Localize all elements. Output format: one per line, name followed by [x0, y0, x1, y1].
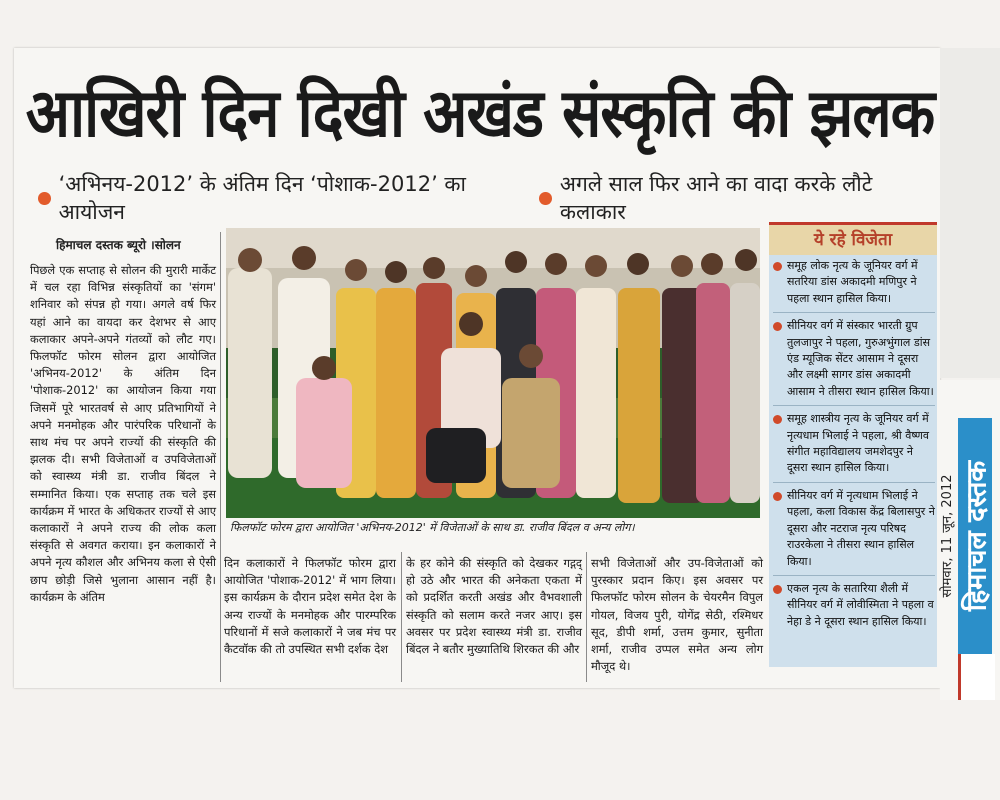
winners-list [773, 258, 935, 640]
column-divider [220, 232, 221, 682]
byline: हिमाचल दस्तक ब्यूरो ।सोलन [56, 238, 181, 252]
bullet-icon [773, 262, 782, 271]
bullet-icon [539, 192, 552, 205]
column-divider [586, 552, 587, 682]
subheadline-1: ‘अभिनय-2012’ के अंतिम दिन ‘पोशाक-2012’ का आयोजन [58, 172, 466, 224]
group-photo [226, 228, 760, 518]
masthead-date: सोमवार, 11 जून, 2012 [940, 474, 955, 598]
winners-title: ये रहे विजेता [769, 222, 937, 255]
masthead-footer-block [958, 654, 995, 700]
subheadline-2: अगले साल फिर आने का वादा करके लौटे कलाकार [559, 172, 873, 224]
winner-item: समूह लोक नृत्य के जूनियर वर्ग में सतरिया डांस अकादमी मणिपुर ने पहला स्थान हासिल किया। [773, 258, 935, 313]
winner-item: एकल नृत्य के सतारिया शैली में सीनियर वर्ग में लोवीस्मिता ने पहला व नेहा डे ने दूसरा स्थान हासिल किया। [773, 581, 935, 635]
winner-item: सीनियर वर्ग में नृत्यधाम भिलाई ने पहला, कला विकास केंद्र बिलासपुर ने दूसरा और नटराज नृत्य परिषद राउरकेला ने तीसरा स्थान हासिल किया। [773, 488, 935, 576]
photo-caption: फिलफॉट फोरम द्वारा आयोजित 'अभिनय-2012' में विजेताओं के साथ डा. राजीव बिंदल व अन्य लोग। [230, 521, 635, 534]
winner-item: समूह शास्त्रीय नृत्य के जूनियर वर्ग में नृत्यधाम भिलाई ने पहला, श्री वैष्णव संगीत महाविद्यालय जमशेदपुर ने दूसरा स्थान हासिल किया। [773, 411, 935, 483]
next-page-edge [940, 48, 1000, 378]
bullet-icon [773, 322, 782, 331]
article-column-3: के हर कोने की संस्कृति को देखकर गद्गद् हो उठे और भारत की अनेकता एकता में को प्रदर्शित करती अखंड और वैभवशाली संस्कृति को सलाम करते नजर आए। इस अवसर पर प्रदेश स्वास्थ्य मंत्री डा. राजीव बिंदल ने बतौर मुख्यातिथि शिरकत की और [406, 556, 582, 657]
bullet-icon [38, 192, 51, 205]
bullet-icon [773, 585, 782, 594]
headline: आखिरी दिन दिखी अखंड संस्कृति की झलक [25, 73, 935, 153]
subheadline-bar [24, 172, 934, 224]
group-photo-image [226, 228, 760, 518]
column-divider [401, 552, 402, 682]
bullet-icon [773, 415, 782, 424]
article-column-4: सभी विजेताओं और उप-विजेताओं को पुरस्कार प्रदान किए। इस अवसर पर फिलफॉट फोरम सोलन के चेयरमैन विपुल गोयल, विजय पुरी, योगेंद्र सेठी, रश्मिधर सूद, डीपी शर्मा, उत्तम कुमार, सुनीता शर्मा, राजीव उप्पल समेत अन्य लोग मौजूद थे। [591, 556, 763, 674]
bullet-icon [773, 492, 782, 501]
article-column-2: दिन कलाकारों ने फिलफॉट फोरम द्वारा आयोजित 'पोशाक-2012' में भाग लिया। इस कार्यक्रम के दौरान प्रदेश समेत देश के अन्य राज्यों के मनमोहक और पारम्परिक परिधानों में सजे कलाकारों ने जब मंच पर कैटवॉक की तो उपस्थित सभी दर्शक देश [224, 556, 396, 657]
winner-item: सीनियर वर्ग में संस्कार भारती ग्रुप तुलजापुर ने पहला, गुरुअभुंगाल डांस एंड म्यूजिक सेंटर आसाम ने दूसरा और लक्ष्मी सागर डांस अकादमी आसाम ने तीसरा स्थान हासिल किया। [773, 318, 935, 406]
article-column-1: पिछले एक सप्ताह से सोलन की मुरारी मार्केट में चल रहा विभिन्न संस्कृतियों का 'संगम' शनिवार को संपन्न हो गया। अगले वर्ष फिर यहां आने का वायदा कर देशभर से आए कलाकार अपने-अपने गंतव्यों को लौट गए। फिलफॉट फोरम सोलन द्वारा आयोजित 'अभिनय-2012' के अंतिम दिन 'पोशाक-2012' का आयोजन किया गया जिसमें पूरे भारतवर्ष से आए प्रतिभागियों ने अपने मनमोहक और पारंपरिक परिधानों के साथ मंच पर अपने राज्यों की संस्कृति की झलक दी। सभी विजेताओं व उपविजेताओं को स्वास्थ्य मंत्री डा. राजीव बिंदल ने सम्मानित किया। एक सप्ताह तक चले इस कार्यक्रम में भारत के अधिकतर राज्यों से आए कलाकारों ने अपने राज्य की लोक कला संस्कृति से अवगत कराया। इन कलाकारों ने अपने नृत्य कौशल और अभिनय कला से ऐसी छाप छोड़ी जिसे भुलाना आसान नहीं है। कार्यक्रम के अंतिम [30, 263, 216, 604]
masthead-name: हिमाचल दस्तक [961, 460, 993, 612]
